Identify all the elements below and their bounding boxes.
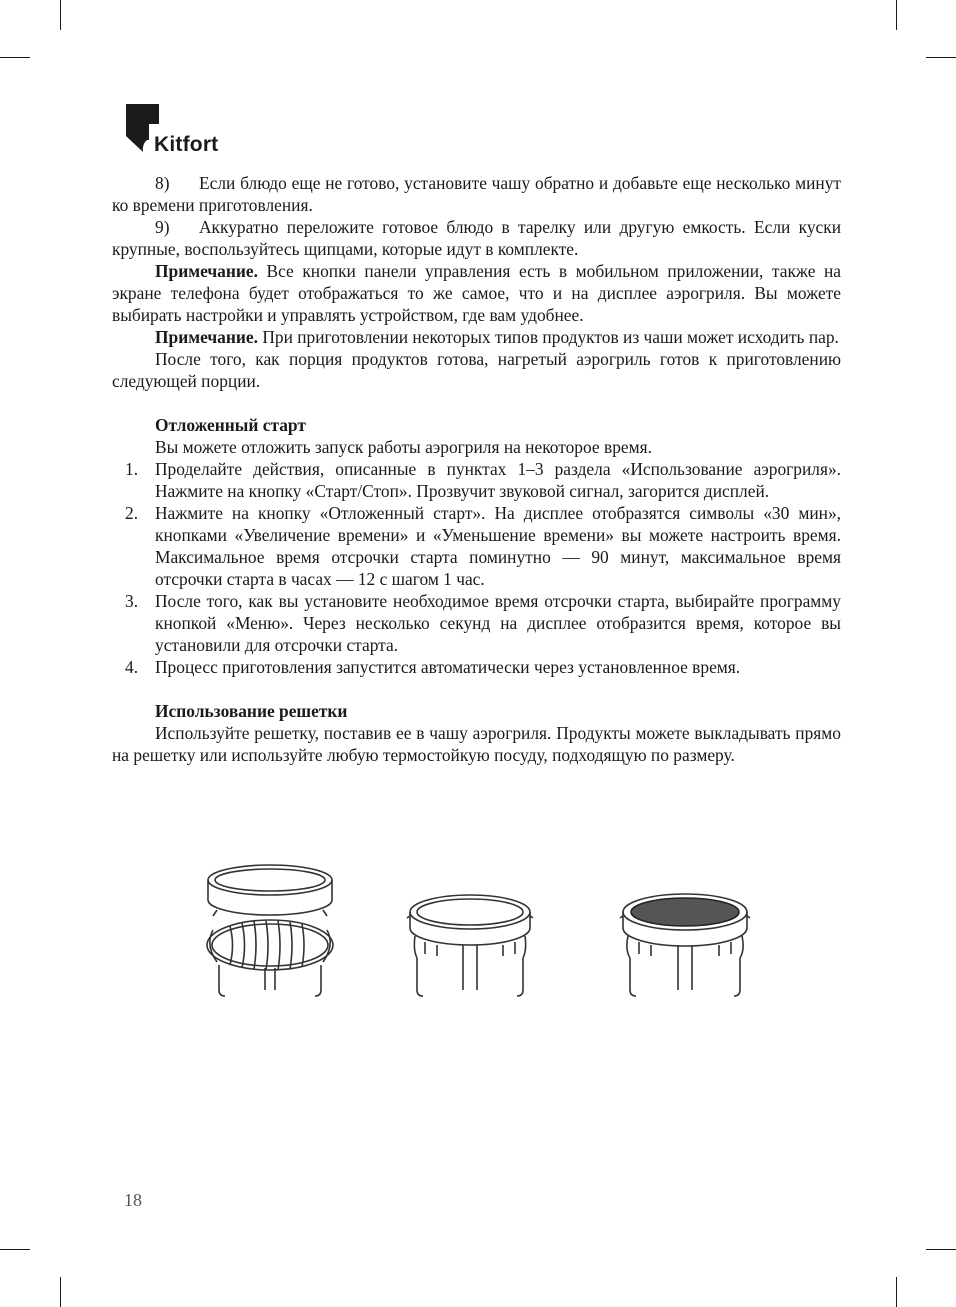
list-text: Нажмите на кнопку «Отложенный старт». На дисплее отобразятся символы «30 мин», кнопками «Увеличение времени» и «Уменьшение времени» вы можете настроить время. Максимальное время отсрочки старта поминутно — 90 минут, максимальное время отсрочки старта в часах — 12 с шагом 1 час.: [155, 503, 841, 589]
crop-mark: [0, 1249, 30, 1250]
note-text: При приготовлении некоторых типов продуктов из чаши может исходить пар.: [262, 327, 839, 347]
list-text: После того, как вы установите необходимое время отсрочки старта, выбирайте программу кнопкой «Меню». Через несколько секунд на дисплее отобразится время, которое вы установили для отсрочки старта.: [155, 591, 841, 655]
note-paragraph: [112, 260, 841, 326]
step-text: Если блюдо еще не готово, установите чашу обратно и добавьте еще несколько минут ко времени приготовления.: [112, 173, 841, 215]
list-item: [112, 502, 841, 590]
list-number: 2.: [125, 503, 139, 523]
section-text: Используйте решетку, поставив ее в чашу аэрогриля. Продукты можете выкладывать прямо на решетку или используйте любую термостойкую посуду, подходящую по размеру.: [112, 723, 841, 765]
list-number: 1.: [125, 459, 139, 479]
section-heading: Использование решетки: [155, 701, 348, 721]
crop-mark: [896, 0, 897, 30]
page-number: 18: [124, 1190, 142, 1210]
note-label: Примечание.: [155, 261, 258, 281]
section-intro: Вы можете отложить запуск работы аэрогриля на некоторое время.: [155, 437, 652, 457]
note-paragraph: [112, 326, 841, 348]
body-paragraph: После того, как порция продуктов готова, нагретый аэрогриль готов к приготовлению следующей порции.: [112, 349, 841, 391]
note-text: Все кнопки панели управления есть в мобильном приложении, также на экране телефона будет отображаться то же самое, что и на дисплее аэрогриля. Вы можете выбирать настройки и управлять устройством, где вам удобнее.: [112, 261, 841, 325]
crop-mark: [896, 1277, 897, 1307]
list-item: [112, 458, 841, 502]
rack-illustrations: [195, 850, 765, 1005]
crop-mark: [60, 0, 61, 30]
brand-name: Kitfort: [154, 133, 219, 156]
list-text: Процесс приготовления запустится автоматически через установленное время.: [155, 657, 741, 677]
note-label: Примечание.: [155, 327, 258, 347]
step-text: Аккуратно переложите готовое блюдо в тарелку или другую емкость. Если куски крупные, воспользуйтесь щипцами, которые идут в комплекте.: [112, 217, 841, 259]
crop-mark: [60, 1277, 61, 1307]
page-content: [112, 172, 841, 766]
list-number: 4.: [125, 657, 139, 677]
step-paragraph: [112, 216, 841, 260]
crop-mark: [926, 1249, 956, 1250]
list-text: Проделайте действия, описанные в пунктах 1–3 раздела «Использование аэрогриля». Нажмите на кнопку «Старт/Стоп». Прозвучит звуковой сигнал, загорится дисплей.: [155, 459, 841, 501]
pan-with-food-on-rack-illustration: [615, 850, 755, 1000]
rack-with-pan-raised-illustration: [195, 850, 345, 1000]
delayed-start-steps: [112, 458, 841, 678]
crop-mark: [926, 57, 956, 58]
section-heading: Отложенный старт: [155, 415, 306, 435]
step-paragraph: [112, 172, 841, 216]
list-item: [112, 656, 841, 678]
step-number: 9): [155, 217, 170, 237]
pan-on-rack-illustration: [405, 850, 535, 1000]
list-number: 3.: [125, 591, 139, 611]
step-number: 8): [155, 173, 170, 193]
crop-mark: [0, 57, 30, 58]
list-item: [112, 590, 841, 656]
